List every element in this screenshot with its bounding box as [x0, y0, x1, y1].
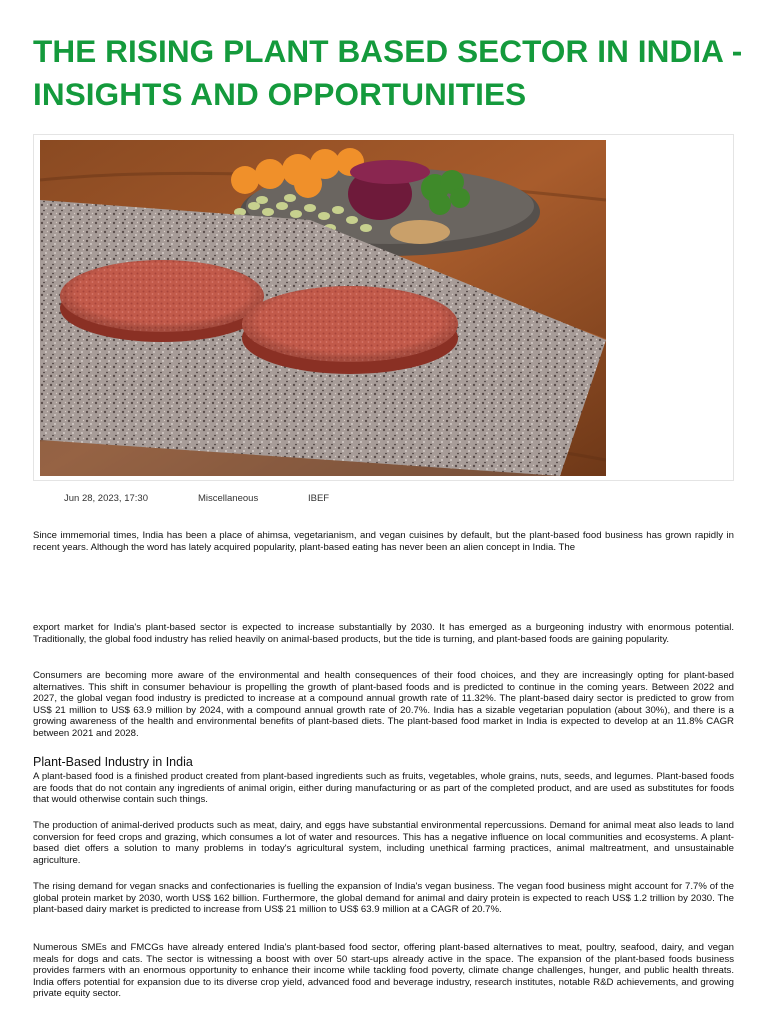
- publish-date: Jun 28, 2023, 17:30: [64, 493, 148, 504]
- body-paragraph: Consumers are becoming more aware of the environmental and health consequences of their food choices, and they are increasingly opting for plant-based alternatives. This shift in consumer behaviour is propelling the growth of plant-based foods and is predicted to continue in the coming years. Between 2022 and 2027, the global vegan food industry is predicted to increase at a compound annual growth rate of 11.32%. The plant-based dairy sector is predicted to grow from US$ 21 million to US$ 63.9 million by 2024, with a compound annual growth rate of 20.7%. India has a sizable vegetarian population (about 30%), and there is a growing awareness of the health and environmental benefits of plant-based diets. The plant-based food market in India is expected to develop at an 11.8% CAGR between 2021 and 2028.: [33, 670, 734, 739]
- intro-paragraph: Since immemorial times, India has been a place of ahimsa, vegetarianism, and vegan cuisines by default, but the plant-based food business has grown rapidly in recent years. Although the word has lately acquired popularity, plant-based eating has never been an alien concept in India. The: [33, 530, 734, 553]
- category-link[interactable]: Miscellaneous: [198, 493, 259, 504]
- section-paragraph: The production of animal-derived products such as meat, dairy, and eggs have substantial environmental repercussions. Demand for animal meat also leads to land conversion for feed crops and grazing, which consumes a lot of water and resources. This has a negative influence on local communities and ecosystems. A plant-based diet offers a solution to many problems in today's agricultural system, including unethical farming practices, animal maltreatment, and unsustainable agriculture.: [33, 820, 734, 866]
- source-label: IBEF: [308, 493, 330, 504]
- section-paragraph: The rising demand for vegan snacks and confectionaries is fuelling the expansion of India's vegan business. The vegan food business might account for 7.7% of the global protein market by 2030, worth US$ 162 billion. Furthermore, the global demand for animal and dairy protein is expected to reach US$ 1.2 trillion by 2030. The plant-based dairy market is predicted to increase from US$ 21 million to US$ 63.9 million at a CAGR of 20.7%.: [33, 881, 734, 916]
- section-heading: Plant-Based Industry in India: [33, 755, 193, 769]
- plant-based-patties-photo: [40, 140, 606, 476]
- body-paragraph: export market for India's plant-based sector is expected to increase substantially by 2030. It has emerged as a burgeoning industry with enormous potential. Traditionally, the global food industry has relied heavily on animal-based products, but the tide is turning, and plant-based foods are gaining popularity.: [33, 622, 734, 645]
- section-paragraph: A plant-based food is a finished product created from plant-based ingredients such as fruits, vegetables, whole grains, nuts, seeds, and legumes. Plant-based foods are foods that do not contain any ingredients of animal origin, either during manufacturing or as part of the completed product, and are used as substitutes for foods that would otherwise contain such things.: [33, 771, 734, 806]
- hero-image-frame: [33, 134, 734, 481]
- article-meta: [0, 493, 768, 507]
- article-title: THE RISING PLANT BASED SECTOR IN INDIA - INSIGHTS AND OPPORTUNITIES: [33, 33, 743, 112]
- section-paragraph: Numerous SMEs and FMCGs have already entered India's plant-based food sector, offering plant-based alternatives to meat, poultry, seafood, dairy, and vegan meals for dogs and cats. The sector is witnessing a boost with over 50 start-ups already active in the space. The expansion of the plant-based foods business provides farmers with an enormous opportunity to enhance their income while tackling food poverty, climate change challenges, hunger, and public health threats. India offers potential for expansion due to its diverse crop yield, advanced food and beverage industry, research institutes, notable R&D achievements, and growing private equity sector.: [33, 942, 734, 1000]
